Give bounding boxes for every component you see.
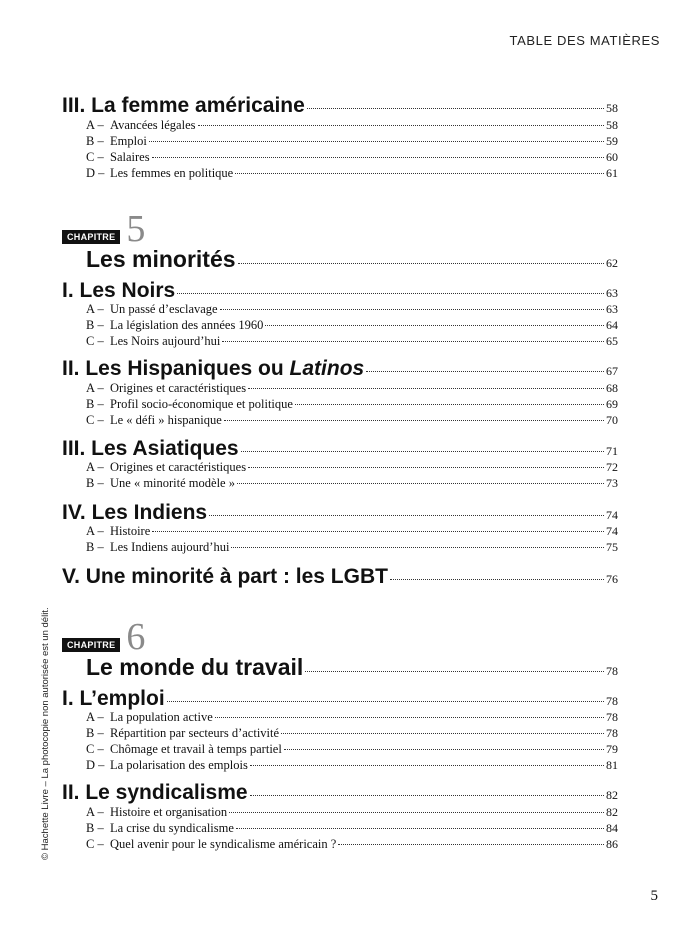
toc-subsection[interactable] bbox=[86, 460, 618, 475]
dot-leader bbox=[198, 125, 605, 126]
subsection-title: Salaires bbox=[110, 150, 150, 164]
copyright-notice: © Hachette Livre – La photocopie non autorisée est un délit. bbox=[40, 607, 51, 860]
subsection-title: Répartition par secteurs d’activité bbox=[110, 726, 280, 740]
subsection-letter: A – bbox=[86, 524, 104, 538]
page-ref: 59 bbox=[606, 134, 618, 148]
section-title: I. Les Noirs bbox=[62, 279, 176, 302]
toc-subsection[interactable] bbox=[86, 381, 618, 396]
dot-leader bbox=[220, 309, 604, 310]
dot-leader bbox=[236, 828, 604, 829]
subsection-title: La polarisation des emplois bbox=[110, 758, 248, 772]
page-ref: 67 bbox=[606, 364, 618, 378]
dot-leader bbox=[152, 157, 604, 158]
dot-leader bbox=[305, 671, 604, 672]
subsection-letter: D – bbox=[86, 758, 105, 772]
toc-chapter[interactable] bbox=[86, 654, 618, 681]
toc-section[interactable] bbox=[62, 781, 618, 805]
page-ref: 68 bbox=[606, 381, 618, 395]
toc-subsection[interactable] bbox=[86, 166, 618, 181]
dot-leader bbox=[152, 531, 604, 532]
section-title-italic: Latinos bbox=[289, 357, 365, 380]
page-ref: 61 bbox=[606, 166, 618, 180]
section-title: III. La femme américaine bbox=[62, 94, 305, 117]
toc-subsection[interactable] bbox=[86, 837, 618, 852]
page-ref: 78 bbox=[606, 726, 618, 740]
page-ref: 63 bbox=[606, 286, 618, 300]
dot-leader bbox=[284, 749, 604, 750]
chapter-label bbox=[62, 208, 146, 250]
page-ref: 78 bbox=[606, 694, 618, 708]
dot-leader bbox=[238, 263, 604, 264]
section-title: III. Les Asiatiques bbox=[62, 437, 239, 460]
toc-section[interactable] bbox=[62, 501, 618, 525]
dot-leader bbox=[235, 173, 604, 174]
subsection-title: La population active bbox=[110, 710, 213, 724]
page-ref: 84 bbox=[606, 821, 618, 835]
dot-leader bbox=[222, 341, 604, 342]
subsection-title: Avancées légales bbox=[110, 118, 196, 132]
page-ref: 72 bbox=[606, 460, 618, 474]
page-ref: 74 bbox=[606, 524, 618, 538]
subsection-letter: A – bbox=[86, 302, 104, 316]
subsection-title: La crise du syndicalisme bbox=[110, 821, 234, 835]
subsection-letter: C – bbox=[86, 742, 104, 756]
toc-subsection[interactable] bbox=[86, 742, 618, 757]
page-ref: 78 bbox=[606, 710, 618, 724]
toc-subsection[interactable] bbox=[86, 334, 618, 349]
dot-leader bbox=[241, 451, 604, 452]
subsection-title: Chômage et travail à temps partiel bbox=[110, 742, 282, 756]
subsection-letter: B – bbox=[86, 726, 104, 740]
page-ref: 81 bbox=[606, 758, 618, 772]
page-number: 5 bbox=[650, 888, 658, 904]
page-ref: 69 bbox=[606, 397, 618, 411]
subsection-title: Les Noirs aujourd’hui bbox=[110, 334, 221, 348]
page-ref: 70 bbox=[606, 413, 618, 427]
subsection-title: Le « défi » hispanique bbox=[110, 413, 222, 427]
dot-leader bbox=[224, 420, 604, 421]
section-title: IV. Les Indiens bbox=[62, 501, 208, 524]
page-ref: 82 bbox=[606, 805, 618, 819]
page-ref: 58 bbox=[606, 101, 618, 115]
subsection-letter: B – bbox=[86, 134, 104, 148]
toc-subsection[interactable] bbox=[86, 302, 618, 317]
subsection-title: Les femmes en politique bbox=[110, 166, 234, 180]
chapter-number: 5 bbox=[126, 208, 146, 250]
subsection-letter: A – bbox=[86, 460, 104, 474]
toc-subsection[interactable] bbox=[86, 150, 618, 165]
toc-section[interactable] bbox=[62, 357, 618, 381]
dot-leader bbox=[248, 388, 604, 389]
page-ref: 63 bbox=[606, 302, 618, 316]
subsection-title: Histoire et organisation bbox=[110, 805, 228, 819]
page-ref: 86 bbox=[606, 837, 618, 851]
page-ref: 71 bbox=[606, 444, 618, 458]
subsection-letter: B – bbox=[86, 476, 104, 490]
dot-leader bbox=[250, 765, 604, 766]
dot-leader bbox=[265, 325, 604, 326]
subsection-letter: C – bbox=[86, 150, 104, 164]
section-title: I. L’emploi bbox=[62, 687, 165, 710]
section-title: V. Une minorité à part : les LGBT bbox=[62, 565, 388, 588]
subsection-title: La législation des années 1960 bbox=[110, 318, 264, 332]
subsection-title: Une « minorité modèle » bbox=[110, 476, 235, 490]
dot-leader bbox=[237, 483, 604, 484]
subsection-letter: B – bbox=[86, 397, 104, 411]
subsection-letter: B – bbox=[86, 821, 104, 835]
page-ref: 78 bbox=[606, 664, 618, 678]
chapter-title: Le monde du travail bbox=[86, 654, 304, 680]
dot-leader bbox=[215, 717, 604, 718]
subsection-letter: B – bbox=[86, 540, 104, 554]
toc-subsection[interactable] bbox=[86, 397, 618, 412]
dot-leader bbox=[338, 844, 604, 845]
toc-subsection[interactable] bbox=[86, 540, 618, 555]
dot-leader bbox=[295, 404, 604, 405]
chapter-label bbox=[62, 616, 146, 658]
page-ref: 76 bbox=[606, 572, 618, 586]
subsection-title: Quel avenir pour le syndicalisme américain ? bbox=[110, 837, 337, 851]
subsection-title: Origines et caractéristiques bbox=[110, 381, 247, 395]
dot-leader bbox=[167, 701, 604, 702]
page-ref: 58 bbox=[606, 118, 618, 132]
dot-leader bbox=[248, 467, 604, 468]
page-ref: 62 bbox=[606, 256, 618, 270]
toc-subsection[interactable] bbox=[86, 476, 618, 491]
subsection-title: Profil socio-économique et politique bbox=[110, 397, 293, 411]
dot-leader bbox=[250, 795, 604, 796]
chapter-title: Les minorités bbox=[86, 246, 236, 272]
dot-leader bbox=[149, 141, 604, 142]
section-title: II. Les Hispaniques ou bbox=[62, 357, 290, 380]
toc-section[interactable] bbox=[62, 279, 618, 303]
subsection-letter: C – bbox=[86, 413, 104, 427]
toc-section[interactable] bbox=[62, 565, 618, 589]
chapter-badge: CHAPITRE bbox=[62, 638, 120, 652]
page-ref: 60 bbox=[606, 150, 618, 164]
subsection-letter: C – bbox=[86, 837, 104, 851]
toc-section[interactable] bbox=[62, 687, 618, 711]
toc-chapter[interactable] bbox=[86, 246, 618, 273]
chapter-number: 6 bbox=[126, 616, 146, 658]
toc-subsection[interactable] bbox=[86, 118, 618, 133]
toc-subsection[interactable] bbox=[86, 524, 618, 539]
subsection-letter: A – bbox=[86, 805, 104, 819]
subsection-title: Les Indiens aujourd’hui bbox=[110, 540, 230, 554]
subsection-letter: D – bbox=[86, 166, 105, 180]
subsection-letter: A – bbox=[86, 710, 104, 724]
toc-subsection[interactable] bbox=[86, 134, 618, 149]
page-ref: 65 bbox=[606, 334, 618, 348]
dot-leader bbox=[366, 371, 604, 372]
toc-subsection[interactable] bbox=[86, 726, 618, 741]
toc-subsection[interactable] bbox=[86, 805, 618, 820]
dot-leader bbox=[281, 733, 604, 734]
subsection-title: Emploi bbox=[110, 134, 147, 148]
dot-leader bbox=[229, 812, 604, 813]
dot-leader bbox=[177, 293, 604, 294]
subsection-title: Origines et caractéristiques bbox=[110, 460, 247, 474]
subsection-title: Histoire bbox=[110, 524, 151, 538]
subsection-title: Un passé d’esclavage bbox=[110, 302, 218, 316]
toc-subsection[interactable] bbox=[86, 413, 618, 428]
chapter-badge: CHAPITRE bbox=[62, 230, 120, 244]
toc-subsection[interactable] bbox=[86, 710, 618, 725]
toc-subsection[interactable] bbox=[86, 821, 618, 836]
page-ref: 79 bbox=[606, 742, 618, 756]
toc-section[interactable] bbox=[62, 94, 618, 118]
page-ref: 82 bbox=[606, 788, 618, 802]
toc-section[interactable] bbox=[62, 437, 618, 461]
subsection-letter: A – bbox=[86, 118, 104, 132]
subsection-letter: C – bbox=[86, 334, 104, 348]
dot-leader bbox=[209, 515, 604, 516]
page-ref: 75 bbox=[606, 540, 618, 554]
dot-leader bbox=[307, 108, 604, 109]
running-header: TABLE DES MATIÈRES bbox=[509, 33, 660, 48]
section-title: II. Le syndicalisme bbox=[62, 781, 248, 804]
page-ref: 64 bbox=[606, 318, 618, 332]
toc-subsection[interactable] bbox=[86, 758, 618, 773]
dot-leader bbox=[231, 547, 604, 548]
page-ref: 74 bbox=[606, 508, 618, 522]
page-ref: 73 bbox=[606, 476, 618, 490]
subsection-letter: B – bbox=[86, 318, 104, 332]
toc-subsection[interactable] bbox=[86, 318, 618, 333]
dot-leader bbox=[390, 579, 604, 580]
subsection-letter: A – bbox=[86, 381, 104, 395]
